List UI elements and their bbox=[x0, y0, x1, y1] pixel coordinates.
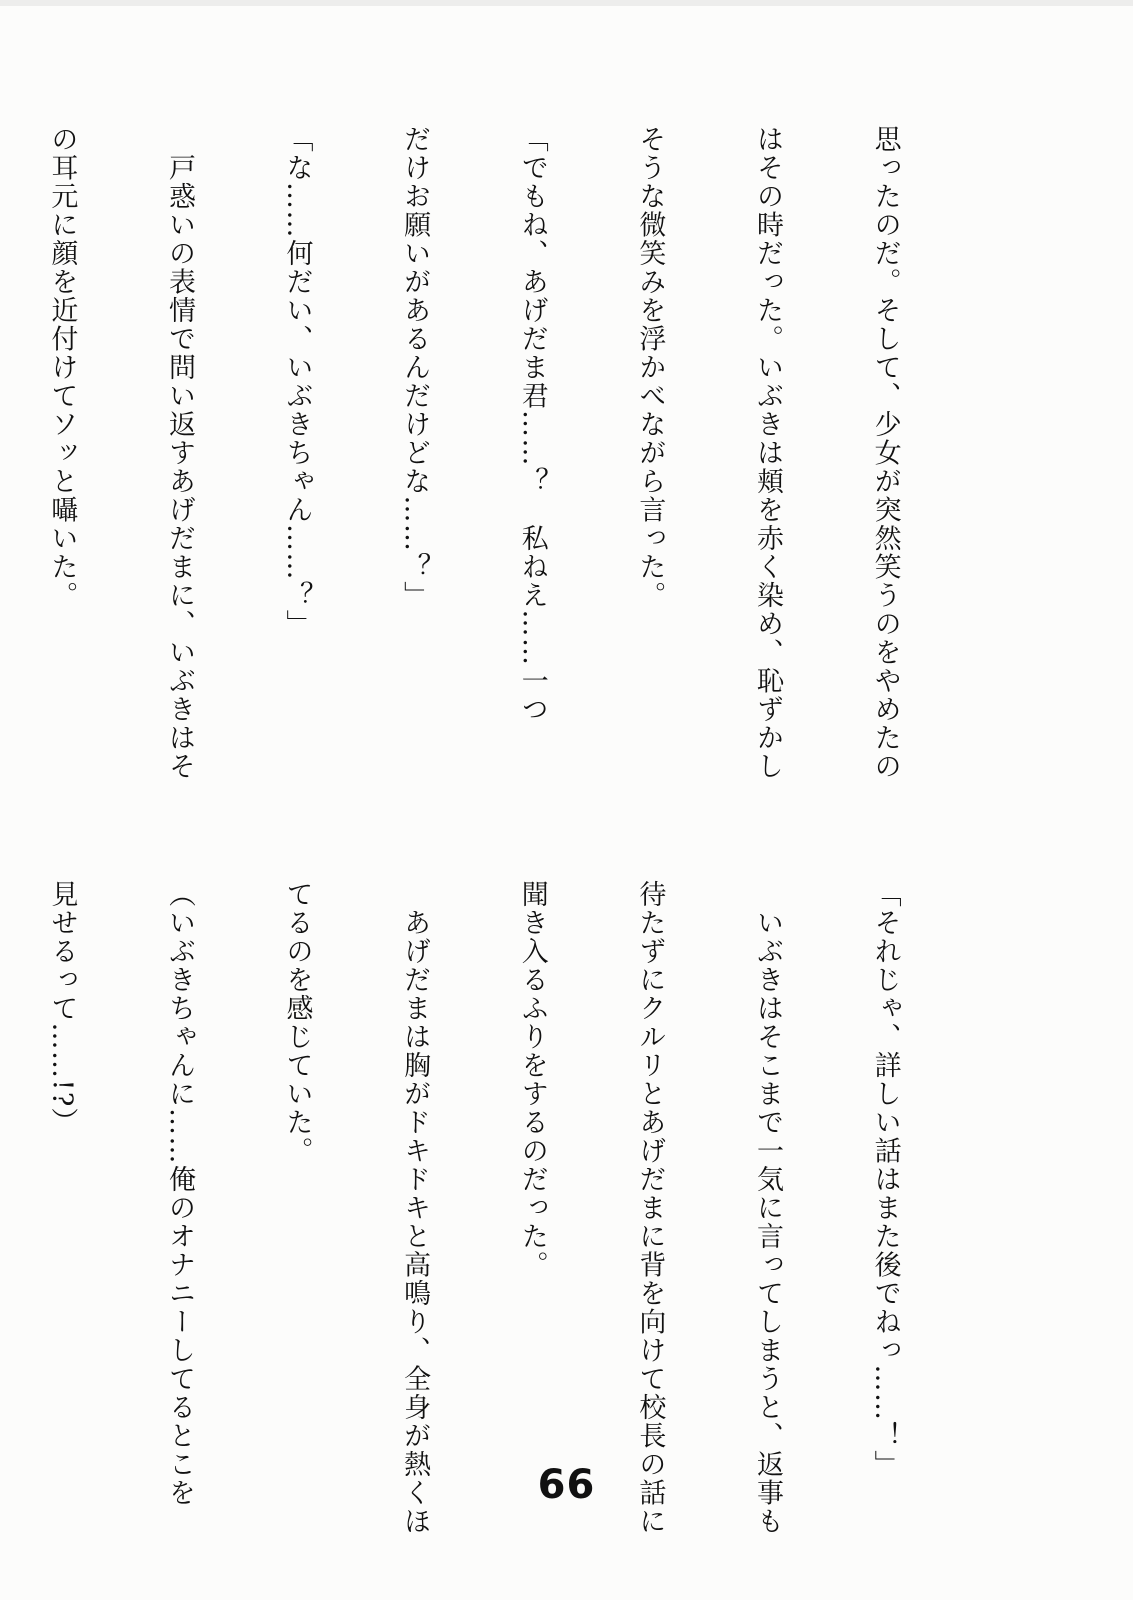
text-line: 戸惑いの表情で問い返すあげだまに、いぶきはそ bbox=[163, 125, 195, 781]
text-line: 待たずにクルリとあげだまに背を向けて校長の話に bbox=[634, 880, 666, 1536]
text-line: 「な……何だい、いぶきちゃん……？」 bbox=[281, 125, 313, 638]
page-number: 66 bbox=[537, 1462, 596, 1508]
text-line: 思ったのだ。そして、少女が突然笑うのをやめたの bbox=[869, 125, 901, 781]
text-line: 「でもね、あげだま君……？ 私ねえ……一つ bbox=[516, 125, 548, 724]
text-line: 「それじゃ、詳しい話はまた後でねっ……！」 bbox=[869, 880, 901, 1479]
text-line: はその時だった。いぶきは頬を赤く染め、恥ずかし bbox=[751, 125, 783, 781]
text-line: （いぶきちゃんに……俺のオナニーしてるとこを bbox=[163, 880, 195, 1507]
text-line: そうな微笑みを浮かべながら言った。 bbox=[634, 125, 666, 610]
text-line: の耳元に顔を近付けてソッと囁いた。 bbox=[46, 125, 78, 610]
text-line: 見せるって……!?） bbox=[46, 880, 78, 1137]
text-line: 聞き入るふりをするのだった。 bbox=[516, 880, 548, 1279]
text-block-top bbox=[46, 125, 983, 785]
text-line: あげだまは胸がドキドキと高鳴り、全身が熱くほ bbox=[399, 880, 431, 1536]
text-line: だけお願いがあるんだけどな……？」 bbox=[399, 125, 431, 610]
text-block-bottom bbox=[46, 880, 983, 1536]
scan-artifact bbox=[0, 0, 1133, 6]
text-line: てるのを感じていた。 bbox=[281, 880, 313, 1165]
text-line: いぶきはそこまで一気に言ってしまうと、返事も bbox=[751, 880, 783, 1536]
